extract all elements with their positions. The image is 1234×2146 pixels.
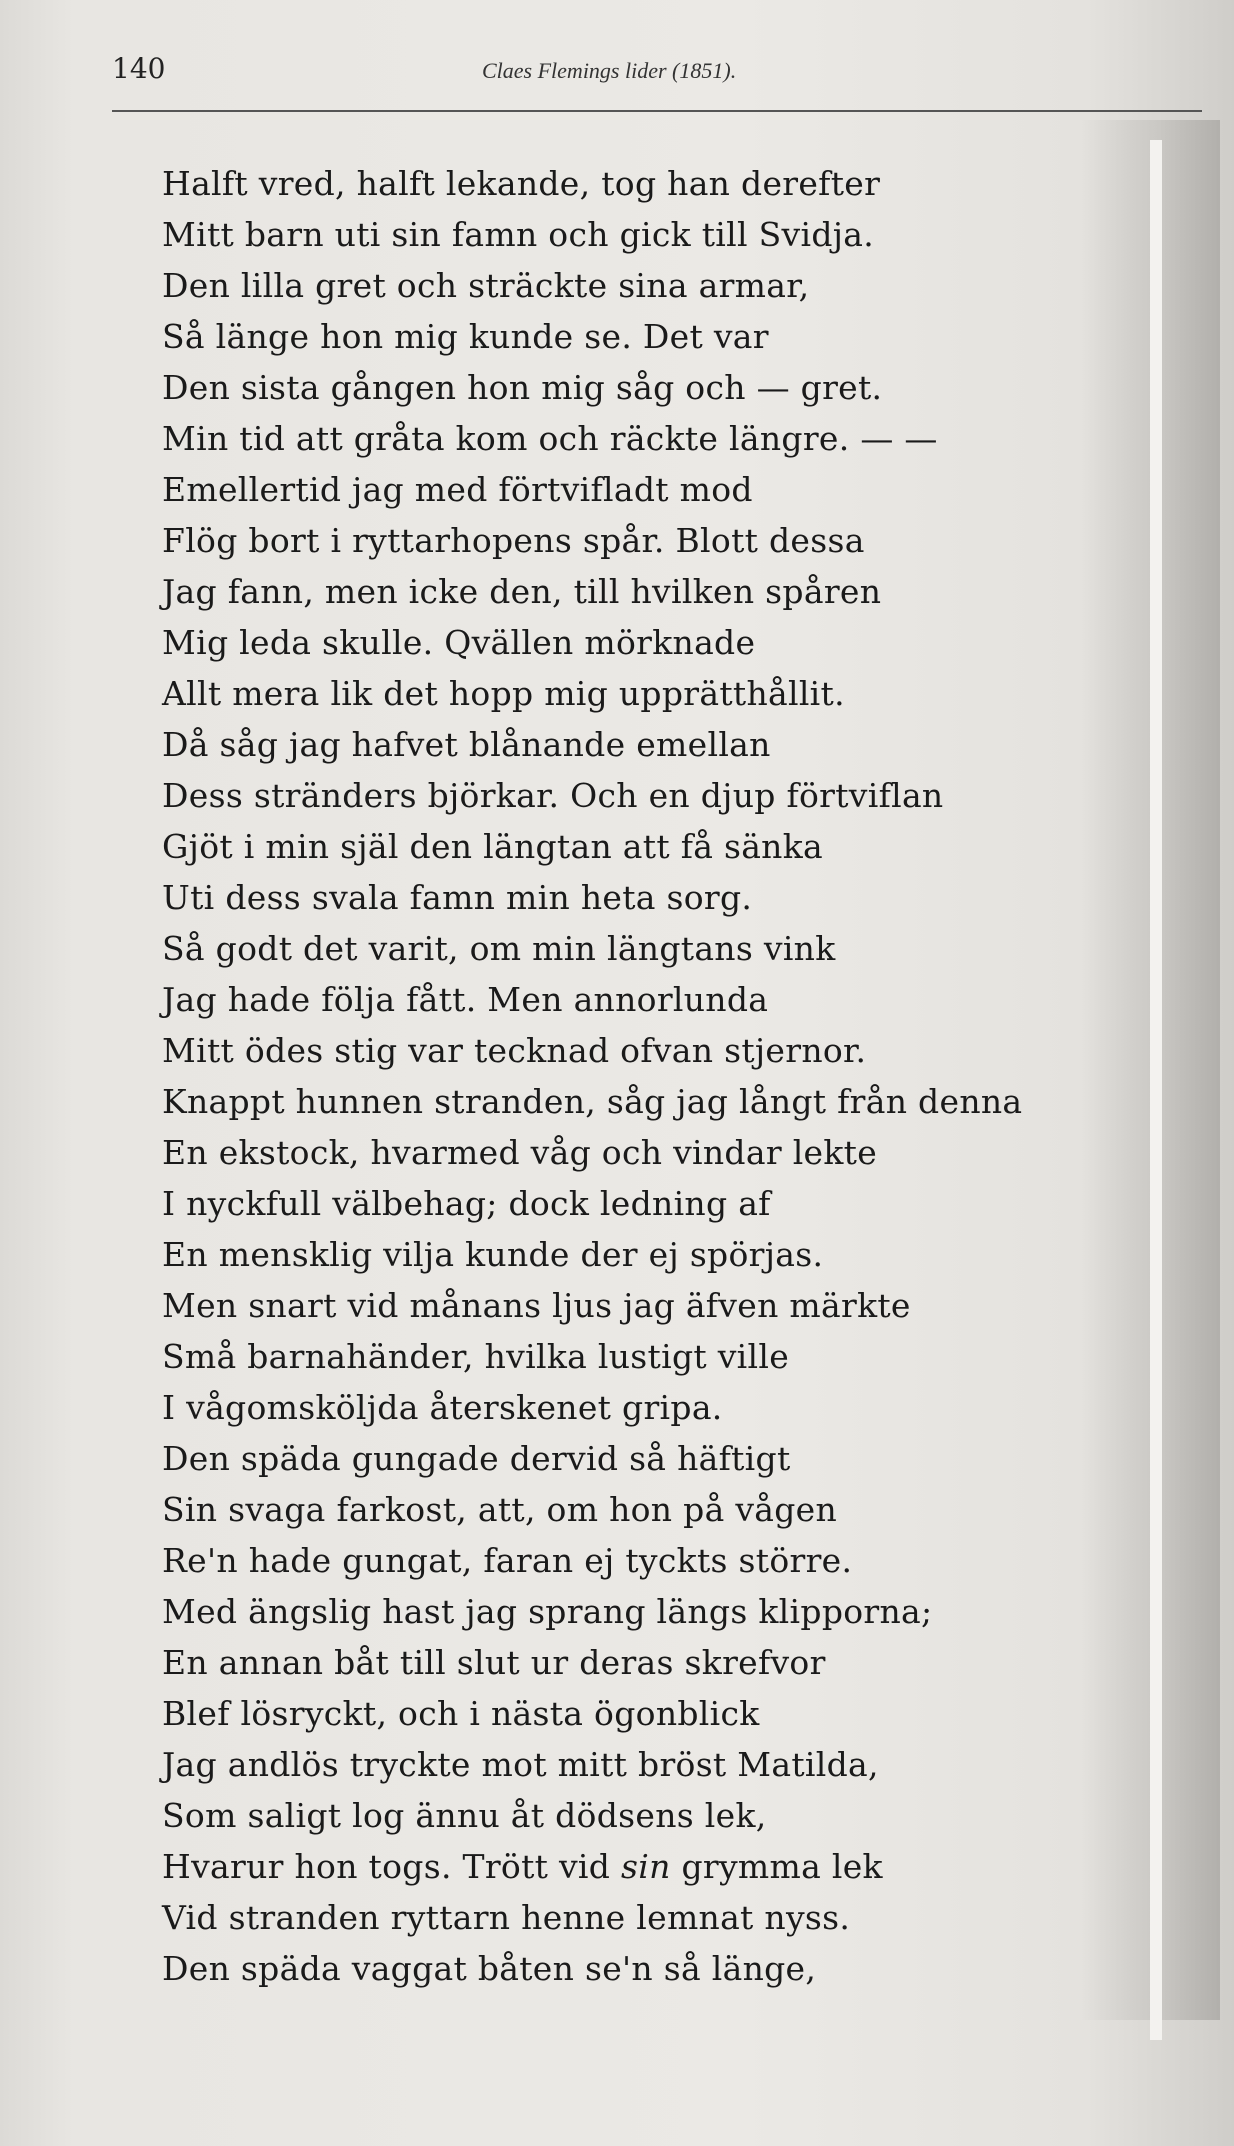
verse-line: Emellertid jag med förtvifladt mod <box>162 470 753 509</box>
verse-line: En annan båt till slut ur deras skrefvor <box>162 1643 826 1682</box>
verse-line: Men snart vid månans ljus jag äfven märkte <box>162 1286 911 1325</box>
verse-line: I vågomsköljda återskenet gripa. <box>162 1388 723 1427</box>
verse-line: Blef lösryckt, och i nästa ögonblick <box>162 1694 760 1733</box>
verse-line: En ekstock, hvarmed våg och vindar lekte <box>162 1133 878 1172</box>
verse-line: Mitt barn uti sin famn och gick till Svidja. <box>162 215 875 254</box>
verse-line: Halft vred, halft lekande, tog han derefter <box>162 164 881 203</box>
header-rule <box>112 110 1202 112</box>
verse-line: Jag andlös tryckte mot mitt bröst Matilda, <box>162 1745 879 1784</box>
verse-line: Då såg jag hafvet blånande emellan <box>162 725 771 764</box>
verse-line: Jag hade följa fått. Men annorlunda <box>162 980 769 1019</box>
verse-line: Dess stränders björkar. Och en djup förtviflan <box>162 776 944 815</box>
verse-line: En mensklig vilja kunde der ej spörjas. <box>162 1235 824 1274</box>
verse-line: Vid stranden ryttarn henne lemnat nyss. <box>162 1898 851 1937</box>
verse-line: Som saligt log ännu åt dödsens lek, <box>162 1796 767 1835</box>
verse-line: Mitt ödes stig var tecknad ofvan stjernor. <box>162 1031 867 1070</box>
verse-line: Små barnahänder, hvilka lustigt ville <box>162 1337 790 1376</box>
verse-line: Den späda vaggat båten se'n så länge, <box>162 1949 817 1988</box>
verse-line: Med ängslig hast jag sprang längs klipporna; <box>162 1592 933 1631</box>
page-number: 140 <box>112 52 166 85</box>
verse-line-tail: grymma lek <box>670 1847 883 1886</box>
verse-line: Min tid att gråta kom och räckte längre. — — <box>162 419 938 458</box>
verse-line: Så länge hon mig kunde se. Det var <box>162 317 769 356</box>
verse-line: Jag fann, men icke den, till hvilken spåren <box>162 572 882 611</box>
verse-line-head: Hvarur hon togs. Trött vid <box>162 1847 621 1886</box>
italic-word: sin <box>621 1847 671 1886</box>
running-head: Claes Flemings lider (1851). <box>482 58 737 83</box>
verse-line: Knappt hunnen stranden, såg jag långt från denna <box>162 1082 1023 1121</box>
verse-line: Den sista gången hon mig såg och — gret. <box>162 368 883 407</box>
verse-line-with-italic <box>162 1841 1092 1892</box>
verse-line: Flög bort i ryttarhopens spår. Blott dessa <box>162 521 865 560</box>
verse-line: Uti dess svala famn min heta sorg. <box>162 878 753 917</box>
verse-line: Mig leda skulle. Qvällen mörknade <box>162 623 756 662</box>
poem-text <box>162 158 1092 1994</box>
verse-line: I nyckfull välbehag; dock ledning af <box>162 1184 771 1223</box>
verse-line: Re'n hade gungat, faran ej tyckts större. <box>162 1541 853 1580</box>
verse-line: Den späda gungade dervid så häftigt <box>162 1439 791 1478</box>
page-edge <box>1150 140 1162 2040</box>
verse-line: Gjöt i min själ den längtan att få sänka <box>162 827 824 866</box>
verse-line: Så godt det varit, om min längtans vink <box>162 929 836 968</box>
page-header <box>112 52 1192 92</box>
verse-line: Sin svaga farkost, att, om hon på vågen <box>162 1490 838 1529</box>
verse-line: Allt mera lik det hopp mig upprätthållit. <box>162 674 845 713</box>
verse-line: Den lilla gret och sträckte sina armar, <box>162 266 810 305</box>
